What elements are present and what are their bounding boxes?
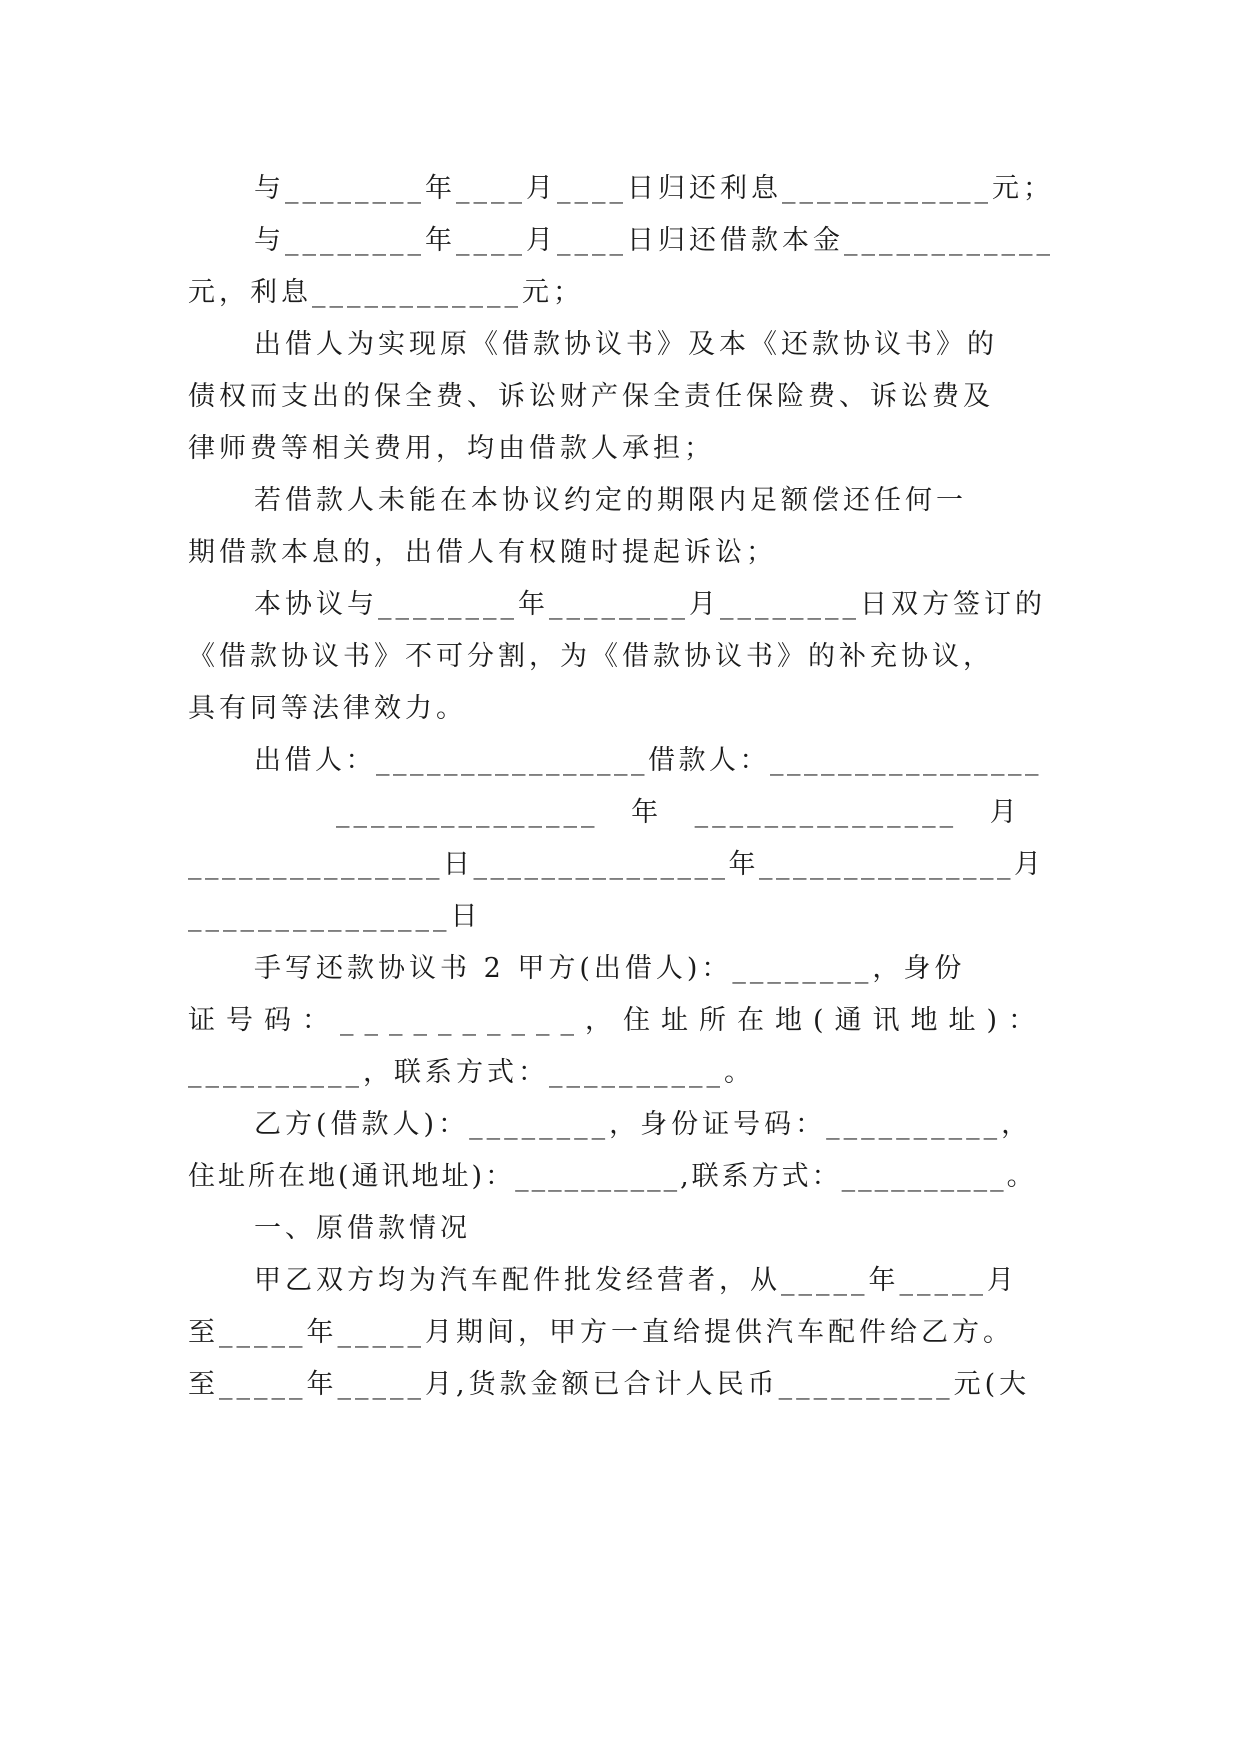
- text-line: 至_____年_____月期间，甲方一直给提供汽车配件给乙方。: [188, 1317, 1014, 1348]
- text-line: 律师费等相关费用，均由借款人承担；: [188, 433, 715, 464]
- text-line: 具有同等法律效力。: [188, 693, 467, 724]
- text-line: 出借人：________________借款人：________________: [254, 745, 1042, 776]
- text-line: 元，利息____________元；: [188, 277, 584, 308]
- text-line: _______________ 年 _______________ 月: [336, 797, 1021, 828]
- text-line: 债权而支出的保全费、诉讼财产保全责任保险费、诉讼费及: [188, 381, 994, 412]
- text-line: 本协议与________年________月________日双方签订的: [254, 589, 1046, 620]
- text-line: 与________年____月____日归还借款本金____________: [254, 225, 1054, 256]
- text-line: __________，联系方式：__________。: [188, 1057, 755, 1088]
- text-line: 若借款人未能在本协议约定的期限内足额偿还任何一: [254, 485, 967, 516]
- text-line: _______________日: [188, 901, 482, 932]
- section-heading: 一、原借款情况: [254, 1213, 471, 1244]
- text-line: 证号码：__________，住址所在地(通讯地址)：: [188, 1005, 1047, 1036]
- text-line: 《借款协议书》不可分割，为《借款协议书》的补充协议，: [188, 641, 994, 672]
- text-line: 期借款本息的，出借人有权随时提起诉讼；: [188, 537, 777, 568]
- text-line: _______________日_______________年_______________月: [188, 849, 1045, 880]
- text-line: 与________年____月____日归还利息____________元；: [254, 173, 1054, 204]
- text-line: 出借人为实现原《借款协议书》及本《还款协议书》的: [254, 329, 998, 360]
- text-line: 住址所在地(通讯地址)：__________,联系方式：__________。: [188, 1161, 1037, 1192]
- text-line: 至_____年_____月,货款金额已合计人民币__________元(大: [188, 1369, 1031, 1400]
- text-line: 手写还款协议书 2 甲方(出借人)：________，身份: [254, 953, 966, 984]
- text-line: 甲乙双方均为汽车配件批发经营者，从_____年_____月: [254, 1265, 1018, 1296]
- text-line: 乙方(借款人)：________，身份证号码：__________，: [254, 1109, 1033, 1140]
